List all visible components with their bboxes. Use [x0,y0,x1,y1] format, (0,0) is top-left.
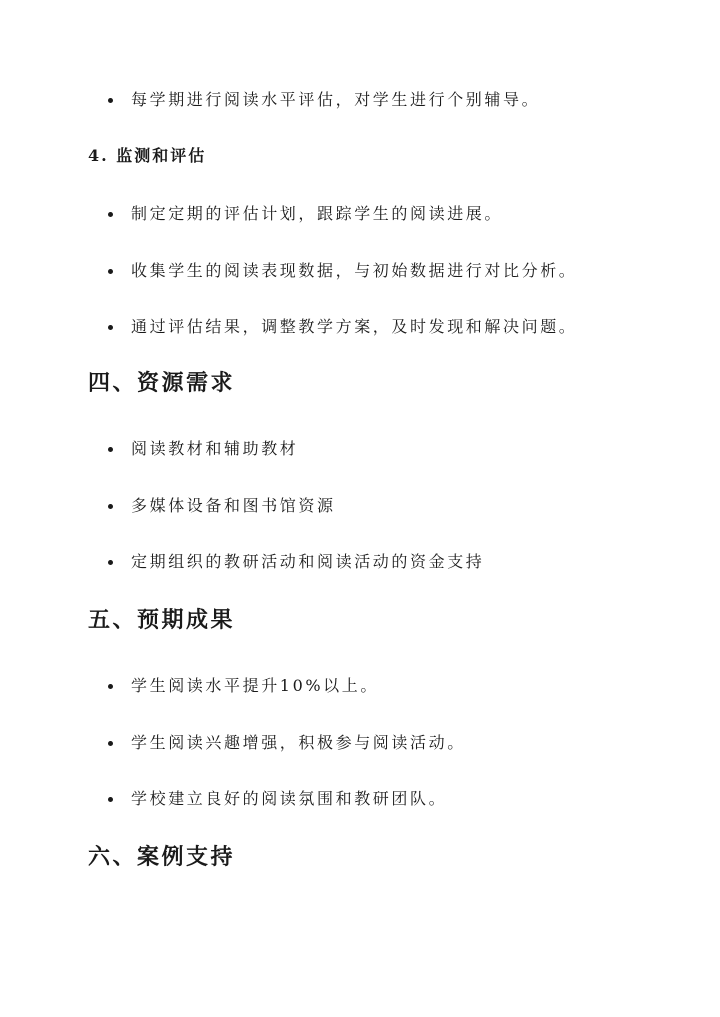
bullet-dot-icon [108,447,113,452]
list-item-text: 通过评估结果，调整教学方案，及时发现和解决问题。 [131,317,578,336]
bullet-dot-icon [108,325,113,330]
list-item-text: 多媒体设备和图书馆资源 [131,496,336,515]
bullet-dot-icon [108,212,113,217]
list-item-text: 制定定期的评估计划，跟踪学生的阅读进展。 [131,204,504,223]
list-item-text: 学校建立良好的阅读氛围和教研团队。 [131,789,448,808]
list-item-text: 定期组织的教研活动和阅读活动的资金支持 [131,552,485,571]
subheading-monitoring: 4. 监测和评估 [88,146,207,165]
bullet-dot-icon [108,797,113,802]
bullet-dot-icon [108,269,113,274]
list-item-text: 收集学生的阅读表现数据，与初始数据进行对比分析。 [131,261,578,280]
section-heading-resources: 四、资源需求 [88,370,236,396]
section-heading-outcomes: 五、预期成果 [88,607,236,633]
bullet-dot-icon [108,741,113,746]
section-heading-case-support: 六、案例支持 [88,844,236,870]
list-item-text: 学生阅读兴趣增强，积极参与阅读活动。 [131,733,466,752]
bullet-dot-icon [108,504,113,509]
list-item-text: 阅读教材和辅助教材 [131,439,299,458]
bullet-dot-icon [108,560,113,565]
list-item-text: 学生阅读水平提升10%以上。 [131,676,379,695]
bullet-dot-icon [108,98,113,103]
list-item-text: 每学期进行阅读水平评估，对学生进行个别辅导。 [131,90,541,109]
bullet-dot-icon [108,684,113,689]
